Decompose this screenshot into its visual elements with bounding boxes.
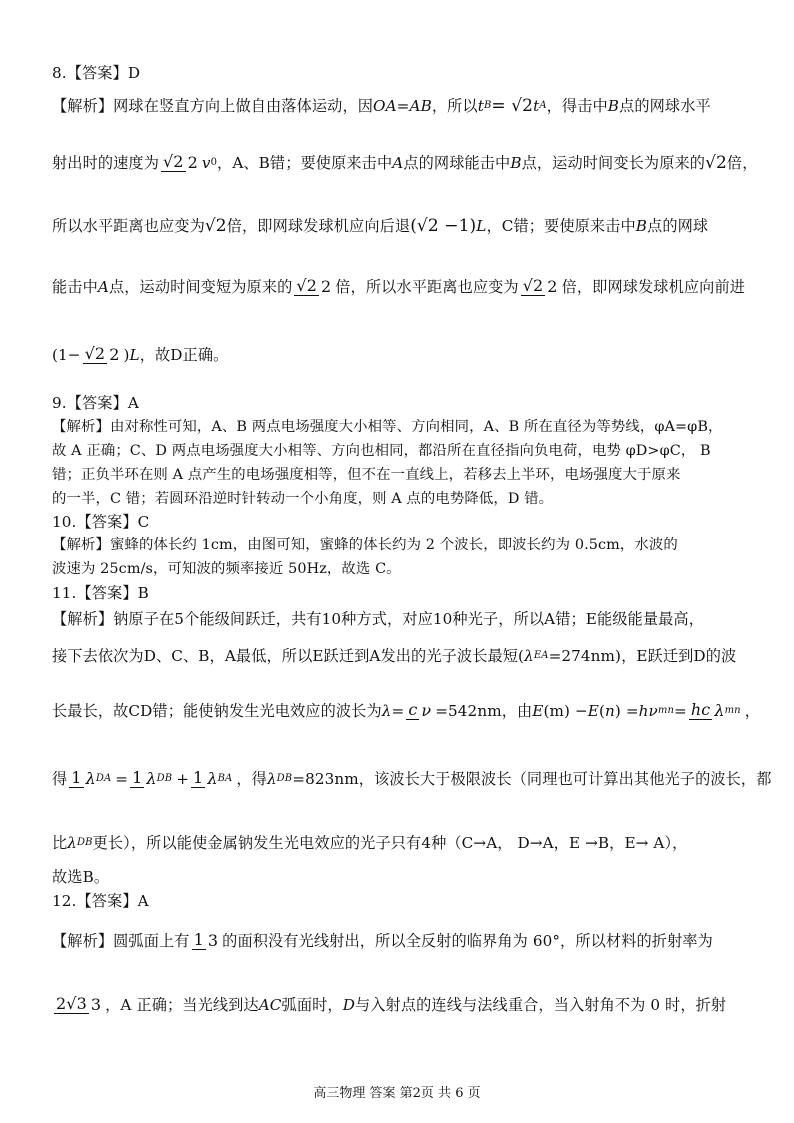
q8-l4-b: A (97, 278, 109, 296)
q8-l4-frac1-den: 2 (320, 277, 332, 297)
q8-l2-a: 射出时的速度为 (52, 154, 160, 172)
q8-l2-d: ，A、B错；要使原来击中 (217, 154, 393, 172)
q8-l2-i: √2 (705, 153, 727, 173)
q8-l2-fraction (161, 151, 200, 173)
q8-line-1 (52, 95, 794, 116)
q8-l5-frac-num: √2 (84, 343, 106, 363)
q12-l1-frac-den: 3 (207, 931, 219, 951)
q8-l2-frac-num: √2 (163, 151, 184, 171)
q11-l3-e: E (532, 702, 544, 720)
q11-l3-h: ( (598, 702, 605, 720)
q11-l3-frac-den: ν (421, 701, 432, 721)
q11-line-1 (52, 608, 794, 629)
q12-l2-d: D (342, 996, 355, 1014)
q8-l1-m: 点的网球水平 (619, 97, 711, 115)
q11-l4-fraction-2 (130, 767, 174, 789)
q9-heading (52, 392, 794, 413)
q12-l2-fraction (54, 993, 103, 1015)
q11-l4-f1-num: 1 (71, 767, 82, 787)
q12-l2-c: 弧面时， (281, 996, 343, 1014)
q11-l4-f2-num: 1 (132, 767, 143, 787)
q11-l3-k: hν (638, 702, 658, 720)
q8-l1-c: = (396, 97, 410, 115)
q11-l3-n: ， (744, 702, 760, 720)
q9-l1: 【解析】由对称性可知，A、B 两点电场强度大小相等、方向相同，A、B 所在直径为等势线，φA=φB， (52, 419, 723, 435)
q8-l1-d: AB (409, 97, 432, 115)
q8-l1-a: 【解析】网球在竖直方向上做自由落体运动，因 (52, 97, 374, 115)
q11-l4-f3-den-b: BA (217, 773, 233, 785)
q8-l4-frac2-den: 2 (547, 277, 558, 297)
q8-head-text: 8.【答案】D (52, 64, 141, 82)
q8-l2-f: 点的网球能击中 (403, 154, 511, 172)
q9-head-text: 9.【答案】A (52, 394, 139, 412)
q11-l2-d: =274nm)，E跃迁到D的波 (548, 647, 737, 665)
q8-l2-c: 0 (210, 157, 218, 168)
q11-l3-d: =542nm，由 (435, 702, 533, 720)
q12-l1-fraction (192, 929, 221, 951)
q11-l2-c: EA (533, 650, 549, 661)
q11-line-4 (52, 768, 794, 789)
q11-l2-b: λ (524, 647, 534, 665)
q8-l4-frac1-num: √2 (296, 275, 317, 295)
q11-l3-frac2-den-b: mn (724, 705, 741, 717)
q11-l4-f3-num: 1 (193, 767, 204, 787)
q11-l1: 【解析】钠原子在5个能级间跃迁，共有10种方式，对应10种光子，所以A错；E能级能量最高， (52, 610, 704, 628)
q8-l2-frac-den: 2 (187, 153, 198, 173)
q11-l3-g: E (587, 702, 599, 720)
q11-l4-c: λ (266, 770, 277, 788)
q10-heading (52, 511, 794, 532)
q11-l3-fraction-1 (406, 699, 433, 721)
q11-head-text: 11.【答案】B (52, 584, 149, 602)
q8-l4-frac2-num: √2 (522, 275, 544, 295)
q12-l2-frac-num: 2√3 (56, 993, 87, 1013)
q11-l4-eq: = (115, 770, 129, 788)
q8-line-2 (52, 152, 794, 173)
q8-l3-d: (√2 −1) (410, 216, 477, 236)
q8-l1-h: = √2 (491, 96, 534, 116)
q12-l2-e: 与入射点的连线与法线重合，当入射角不为 0 时，折射 (354, 996, 727, 1014)
q11-line-6 (52, 866, 794, 887)
q8-line-5 (52, 344, 794, 365)
q12-l2-frac-den: 3 (90, 995, 102, 1015)
q11-l3-c: = (391, 702, 405, 720)
q9-line-1 (52, 417, 794, 437)
q11-l4-e: =823nm，该波长大于极限波长（同理也可计算出其他光子的波长，都 (292, 770, 772, 788)
q8-l3-a: 所以水平距离也应变为 (52, 217, 205, 235)
q10-line-1 (52, 535, 794, 555)
q8-l3-f: ，C错；要使原来击中 (486, 217, 636, 235)
q8-l3-h: 点的网球 (647, 217, 709, 235)
q9-l3: 错；正负半环在则 A 点产生的电场强度相等，但不在一直线上，若移去上半环，电场强度大于原来 (52, 467, 681, 483)
q8-l3-e: L (476, 217, 487, 235)
q11-l2-a: 接下去依次为D、C、B，A最低，所以E跃迁到A发出的光子波长最短( (52, 647, 525, 665)
q9-line-3 (52, 465, 794, 485)
q11-l5-c: DB (77, 837, 93, 848)
q11-l3-frac2-num: hc (690, 699, 711, 719)
q11-l4-f1-den-a: λ (85, 769, 96, 789)
q12-l2-a: ，A 正确；当光线到达 (105, 996, 259, 1014)
q8-l4-a: 能击中 (52, 278, 98, 296)
q8-l3-g: B (635, 217, 648, 235)
q11-l5-d: 更长），所以能使金属钠发生光电效应的光子只有4种（C→A， D→A，E →B，E→ A）， (92, 834, 688, 852)
q8-l5-d: ，故D正确。 (139, 346, 229, 364)
q8-line-3 (52, 215, 794, 236)
q12-l1-b: 的面积没有光线射出，所以全反射的临界角为 60°，所以材料的折射率为 (222, 932, 713, 950)
q8-l4-fraction-2 (521, 275, 560, 297)
q8-l2-g: B (510, 154, 522, 172)
q11-l5-a: 比 (52, 834, 68, 852)
q10-l2: 波速为 25cm/s，可知波的频率接近 50Hz，故选 C。 (52, 561, 401, 577)
q8-l4-fraction-1 (294, 275, 333, 297)
q10-line-2 (52, 559, 794, 579)
q10-head-text: 10.【答案】C (52, 513, 150, 531)
q12-heading (52, 890, 794, 911)
q8-l5-c: L (129, 346, 140, 364)
q11-l4-f1-den (84, 770, 114, 788)
q8-l5-frac-den: 2 (109, 345, 120, 365)
q8-l2-b: v (201, 154, 211, 172)
q11-l4-f3-den-a: λ (207, 769, 218, 789)
q8-l1-l: B (607, 97, 620, 115)
q11-l3-m: = (674, 702, 687, 720)
q11-l4-f2-den-b: DB (156, 773, 173, 785)
q8-l1-e: ，所以 (431, 97, 478, 115)
q9-line-2 (52, 441, 794, 461)
q11-l4-b: ，得 (236, 770, 267, 788)
q11-line-2 (52, 645, 794, 666)
q8-l5-fraction (83, 343, 122, 365)
q10-l1: 【解析】蜜蜂的体长约 1cm，由图可知，蜜蜂的体长约为 2 个波长，即波长约为 0.5cm，水波的 (52, 537, 678, 553)
q11-l3-b: λ (381, 702, 392, 720)
q12-line-1 (52, 930, 794, 951)
q11-heading (52, 582, 794, 603)
q11-l5-b: λ (67, 834, 78, 852)
q9-l4: 的一半，C 错；若圆环沿逆时针转动一个小角度，则 A 点的电势降低，D 错。 (52, 491, 554, 507)
q11-l4-f1-den-b: DA (95, 773, 112, 785)
q11-l3-frac2-den-a: λ (714, 701, 725, 721)
q11-l4-f2-den (144, 770, 174, 788)
page-footer: 高三物理 答案 第2页 共 6 页 (313, 1086, 481, 1101)
q8-l1-g: B (483, 100, 492, 111)
q8-l3-c: 倍，即网球发球机应向后退 (226, 217, 411, 235)
q11-l3-f: (m) − (543, 702, 588, 720)
q8-l3-b: √2 (204, 216, 227, 236)
q11-l4-plus: + (176, 770, 190, 788)
q11-l3-a: 长最长，故CD错；能使钠发生光电效应的波长为 (52, 702, 382, 720)
q8-l1-i: t (533, 97, 540, 115)
q12-l2-b: AC (258, 996, 282, 1014)
q11-l3-j: ) = (614, 702, 639, 720)
q11-l3-i: n (605, 702, 615, 720)
q8-line-4 (52, 276, 794, 297)
q8-l1-b: OA (373, 97, 397, 115)
q8-l5-b: ) (123, 346, 130, 364)
q12-line-2 (52, 994, 794, 1015)
q11-l3-frac2-den (712, 702, 742, 720)
q8-l2-j: 倍， (726, 154, 758, 172)
q11-l4-fraction-3 (191, 767, 234, 789)
q8-l5-a: (1− (52, 346, 81, 364)
q11-l4-f2-den-a: λ (146, 769, 157, 789)
q11-line-5 (52, 832, 794, 853)
q9-l2: 故 A 正确；C、D 两点电场强度大小相等、方向也相同，都沿所在直径指向负电荷，电势 φD>φC， B (52, 443, 711, 459)
q8-l1-k: ，得击中 (546, 97, 608, 115)
q12-head-text: 12.【答案】A (52, 892, 149, 910)
q11-l4-d: DB (276, 773, 293, 784)
q11-l3-fraction-2 (689, 699, 743, 721)
q11-line-3 (52, 700, 794, 721)
q8-l1-f: t (477, 97, 484, 115)
q8-l4-d: 倍，所以水平距离也应变为 (335, 278, 519, 296)
q8-l4-e: 倍，即网球发球机应向前进 (561, 278, 746, 296)
q11-l6: 故选B。 (52, 868, 110, 886)
q12-l1-frac-num: 1 (193, 929, 204, 949)
q12-l1-a: 【解析】圆弧面上有 (52, 932, 190, 950)
q11-l3-frac-num: c (408, 699, 418, 719)
q11-l3-l: mn (657, 705, 675, 716)
q11-l4-fraction-1 (69, 767, 113, 789)
q11-l4-a: 得 (52, 770, 68, 788)
q11-l4-f3-den (205, 770, 234, 788)
q8-l4-c: 点，运动时间变短为原来的 (108, 278, 293, 296)
q9-line-4 (52, 489, 794, 509)
q8-l1-j: A (539, 100, 547, 111)
q8-l2-e: A (392, 154, 404, 172)
q8-heading (52, 62, 794, 83)
q8-l2-h: 点，运动时间变长为原来的 (521, 154, 706, 172)
